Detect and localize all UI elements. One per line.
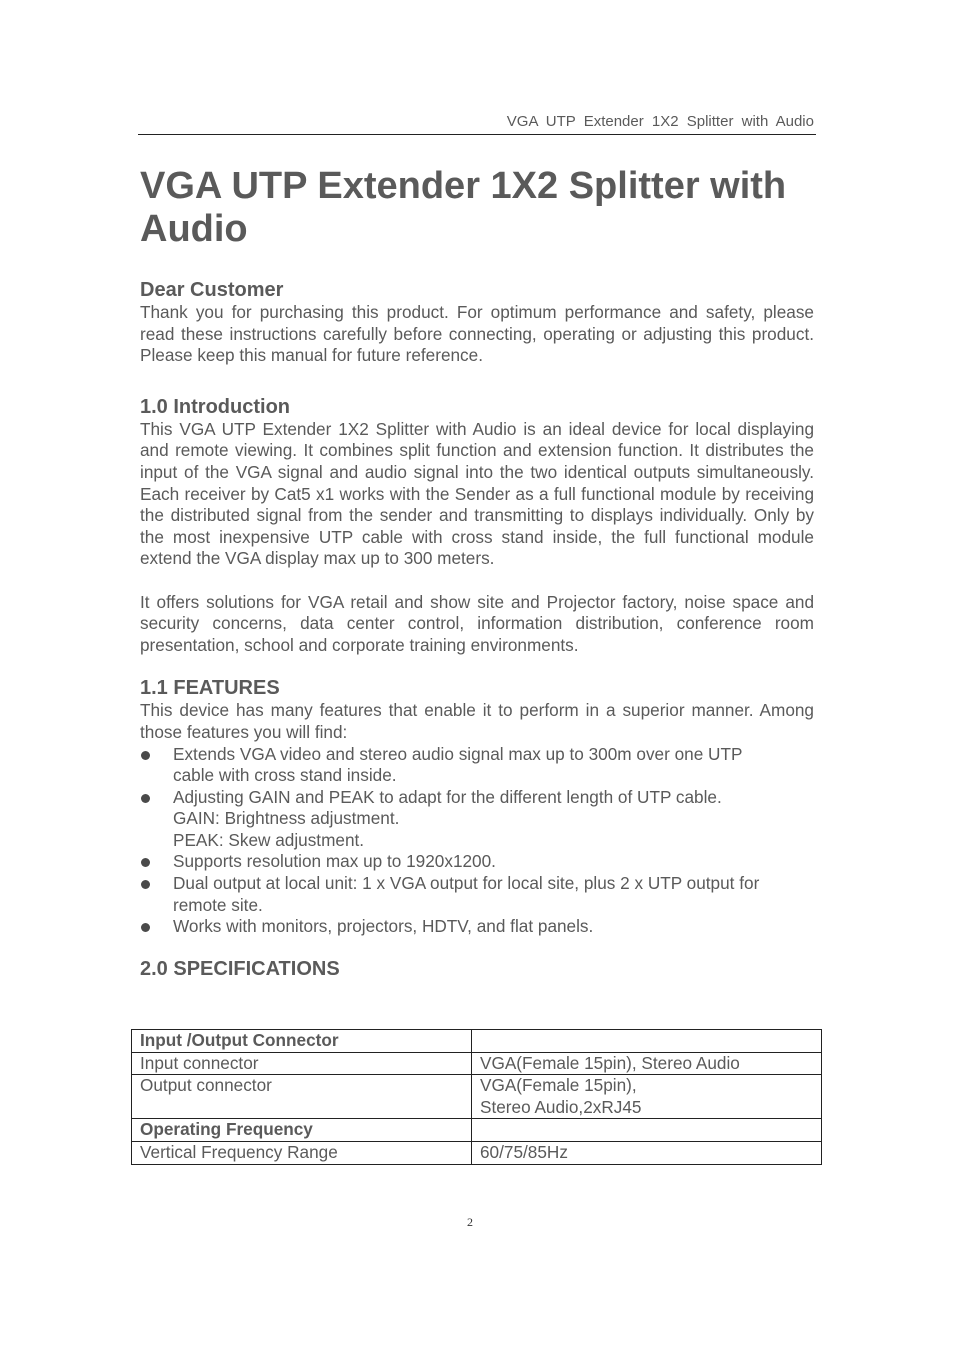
feature-item [140, 851, 814, 873]
spec-value: 60/75/85Hz [472, 1141, 822, 1164]
feature-line: Dual output at local unit: 1 x VGA output for local site, plus 2 x UTP output for [173, 873, 760, 894]
specifications-table [131, 1029, 822, 1165]
table-row [132, 1119, 822, 1142]
dear-customer-heading: Dear Customer [140, 279, 284, 301]
introduction-paragraph-2: It offers solutions for VGA retail and show site and Projector factory, noise space and security concerns, data center control, information distribution, conference room presentation, school and corporate training environments. [140, 591, 814, 655]
spec-label: Operating Frequency [132, 1119, 472, 1142]
features-heading: 1.1 FEATURES [140, 677, 280, 700]
page-title: VGA UTP Extender 1X2 Splitter with Audio [140, 165, 787, 250]
spec-label: Input /Output Connector [132, 1030, 472, 1053]
page-number: 2 [467, 1215, 473, 1229]
feature-item [140, 916, 814, 938]
feature-line: Extends VGA video and stereo audio signal max up to 300m over one UTP [173, 743, 743, 764]
feature-line: PEAK: Skew adjustment. [173, 829, 365, 850]
table-row [132, 1075, 822, 1119]
table-row [132, 1141, 822, 1164]
bullet-dot-icon [141, 880, 150, 889]
features-list [140, 744, 814, 938]
spec-value [472, 1030, 822, 1053]
spec-value: VGA(Female 15pin), Stereo Audio [472, 1052, 822, 1075]
introduction-paragraph-1: This VGA UTP Extender 1X2 Splitter with Audio is an ideal device for local displaying and remote viewing. It combines split function and extension function. It distributes the input of the VGA signal and audio signal into the two identical outputs simultaneously. Each receiver by Cat5 x1 works with the Sender as a full functional module by receiving the distributed signal from the sender and transmitting to displays individually. Only by the most inexpensive UTP cable with cross stand inside, the full functional module extend the VGA display max up to 300 meters. [140, 418, 814, 569]
dear-customer-text: Thank you for purchasing this product. For optimum performance and safety, please read these instructions carefully before connecting, operating or adjusting this product. Please keep this manual for future reference. [140, 302, 814, 366]
introduction-heading: 1.0 Introduction [140, 395, 290, 418]
features-intro: This device has many features that enable it to perform in a superior manner. Among those features you will find: [140, 700, 814, 742]
running-header: VGA UTP Extender 1X2 Splitter with Audio [506, 113, 814, 130]
feature-line: cable with cross stand inside. [173, 765, 397, 786]
feature-line: Supports resolution max up to 1920x1200. [173, 851, 496, 872]
bullet-dot-icon [141, 794, 150, 803]
feature-line: remote site. [173, 894, 263, 915]
feature-line: GAIN: Brightness adjustment. [173, 808, 400, 829]
specifications-heading: 2.0 SPECIFICATIONS [140, 957, 340, 980]
feature-item [140, 787, 814, 852]
table-row [132, 1052, 822, 1075]
spec-label: Output connector [132, 1075, 472, 1119]
header-rule [138, 134, 816, 135]
bullet-dot-icon [141, 923, 150, 932]
feature-item [140, 744, 814, 787]
spec-label: Vertical Frequency Range [132, 1141, 472, 1164]
bullet-dot-icon [141, 751, 150, 760]
feature-line: Adjusting GAIN and PEAK to adapt for the different length of UTP cable. [173, 786, 722, 807]
feature-item [140, 873, 814, 916]
page-content [140, 165, 814, 981]
spec-label: Input connector [132, 1052, 472, 1075]
feature-line: Works with monitors, projectors, HDTV, and flat panels. [173, 916, 594, 937]
bullet-dot-icon [141, 858, 150, 867]
table-row [132, 1030, 822, 1053]
spec-value [472, 1119, 822, 1142]
spec-value: VGA(Female 15pin), Stereo Audio,2xRJ45 [472, 1075, 822, 1119]
